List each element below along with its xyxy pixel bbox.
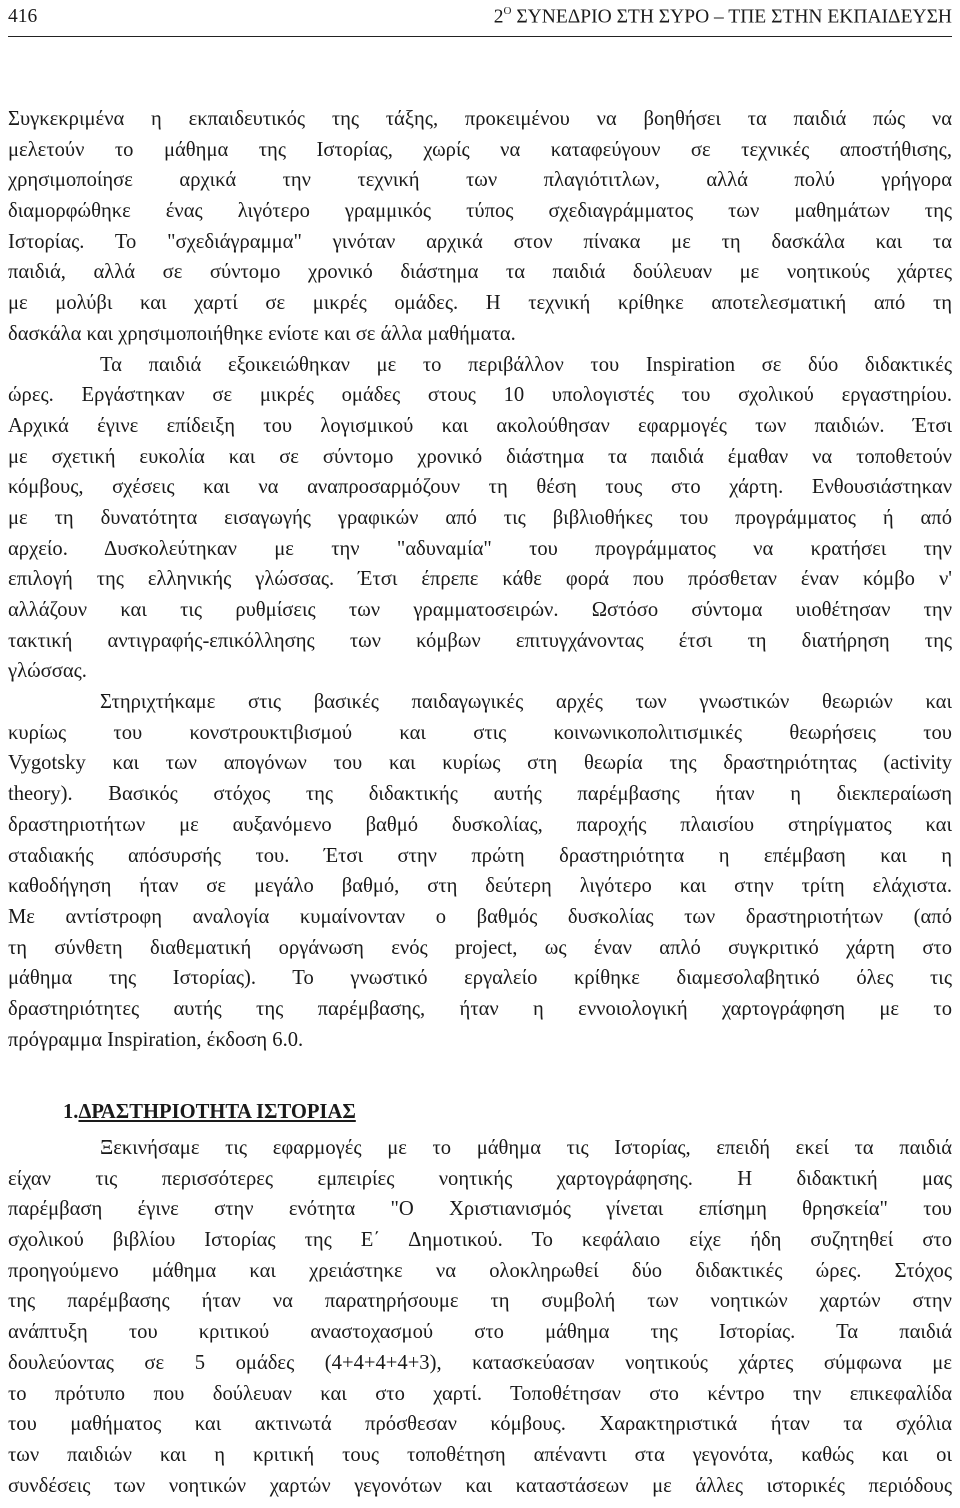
document-body: [8, 104, 952, 1055]
section-paragraph: [8, 1133, 952, 1501]
text-line: με μολύβι και χαρτί σε μικρές ομάδες. Η τεχνική κρίθηκε αποτελεσματική από τη: [8, 292, 952, 315]
text-line: του μαθήματος και ακτινωτά πρόσθεσαν κόμβους. Χαρακτηριστικά ήταν τα σχόλια: [8, 1413, 952, 1436]
text-line: τη σύνθετη διαθεματική οργάνωση ενός project, ως έναν απλό συγκριτικό χάρτη στο: [8, 936, 952, 959]
text-line: συνδέσεις των νοητικών χαρτών γεγονότων και καταστάσεων με άλλες ιστορικές περιόδους: [8, 1474, 952, 1497]
text-line: μελετούν το μάθημα της Ιστορίας, χωρίς να καταφεύγουν σε τεχνικές αποστήθισης,: [8, 138, 952, 161]
text-line: επιλογή της ελληνικής γλώσσας. Έτσι έπρεπε κάθε φορά που πρόσθεταν έναν κόμβο ν': [8, 568, 952, 591]
text-line: της παρέμβασης ήταν να παρατηρήσουμε τη συμβολή των νοητικών χαρτών στην: [8, 1290, 952, 1313]
text-line: αρχείο. Δυσκολεύτηκαν με την "αδυναμία" του προγράμματος να κρατήσει την: [8, 537, 952, 560]
section-title: ΔΡΑΣΤΗΡΙΟΤΗΤΑ ΙΣΤΟΡΙΑΣ: [78, 1101, 356, 1123]
section-number: 1.: [63, 1101, 79, 1123]
text-line: Συγκεκριμένα η εκπαιδευτικός της τάξης, προκειμένου να βοηθήσει τα παιδιά πώς να: [8, 108, 952, 130]
text-line: Ξεκινήσαμε τις εφαρμογές με το μάθημα τις Ιστορίας, επειδή εκεί τα παιδιά: [100, 1137, 952, 1159]
text-line: προηγούμενο μάθημα και χρειάστηκε να ολοκληρωθεί δύο διδακτικές ώρες. Στόχος: [8, 1259, 952, 1282]
text-line: είχαν τις περισσότερες εμπειρίες νοητικής χαρτογράφησης. Η διδακτική μας: [8, 1167, 952, 1190]
text-line: δραστηριοτήτων με αυξανόμενο βαθμό δυσκολίας, παροχής πλαισίου στηρίγματος και: [8, 813, 952, 836]
section-body: [8, 1133, 952, 1501]
text-line: κόμβους, σχέσεις και να αναπροσαρμόζουν τη θέση τους στο χάρτη. Ενθουσιάστηκαν: [8, 476, 952, 499]
paragraph-1: [8, 104, 952, 350]
header-rule: [8, 36, 952, 37]
running-title: $2^O$ ΣΥΝΕΔΡΙΟ ΣΤΗ ΣΥΡΟ – ΤΠΕ ΣΤΗΝ ΕΚΠΑΙΔΕΥΣΗ: [493, 5, 952, 28]
text-line: μάθημα της Ιστορίας). Το γνωστικό εργαλείο κρίθηκε διαμεσολαβητικό όλες τις: [8, 967, 952, 990]
text-line: παρέμβαση έγινε στην ενότητα "Ο Χριστιανισμός γίνεται επίσημη θρησκεία" του: [8, 1198, 952, 1221]
text-line: σχολικού βιβλίου Ιστορίας της Ε΄ Δημοτικού. Το κεφάλαιο είχε ήδη συζητηθεί στο: [8, 1229, 952, 1252]
paragraph-2: [8, 350, 952, 688]
text-line: ανάπτυξη του κριτικού αναστοχασμού στο μάθημα της Ιστορίας. Τα παιδιά: [8, 1321, 952, 1344]
text-line: Αρχικά έγινε επίδειξη του λογισμικού και ακολούθησαν εφαρμογές των παιδιών. Έτσι: [8, 414, 952, 437]
text-line: δουλεύοντας σε 5 ομάδες (4+4+4+4+3), κατασκεύασαν νοητικούς χάρτες σύμφωνα με: [8, 1351, 952, 1374]
text-line: δραστηριότητες αυτής της παρέμβασης, ήταν η εννοιολογική χαρτογράφηση με το: [8, 997, 952, 1020]
text-line: Στηριχτήκαμε στις βασικές παιδαγωγικές αρχές των γνωστικών θεωριών και: [100, 691, 952, 714]
text-line: διαμορφώθηκε ένας λιγότερο γραμμικός τύπος σχεδιαγράμματος των μαθημάτων της: [8, 200, 952, 223]
text-line: Τα παιδιά εξοικειώθηκαν με το περιβάλλον του Inspiration σε δύο διδακτικές: [100, 353, 952, 376]
text-line: Ιστορίας. Το "σχεδιάγραμμα" γινόταν αρχικά στον πίνακα με τη δασκάλα και τα: [8, 230, 952, 253]
text-line: theory). Βασικός στόχος της διδακτικής αυτής παρέμβασης ήταν η διεκπεραίωση: [8, 783, 952, 806]
page-header: [8, 4, 952, 34]
text-line: με σχετική ευκολία και σε σύντομο χρονικό διάστημα τα παιδιά έμαθαν να τοποθετούν: [8, 445, 952, 468]
text-line: κυρίως του κονστρουκτιβισμού και στις κοινωνικοπολιτισμικές θεωρήσεις του: [8, 721, 952, 744]
page-number: 416: [8, 6, 38, 27]
text-line: Vygotsky και των απογόνων του και κυρίως στη θεωρία της δραστηριότητας (activity: [8, 752, 952, 775]
text-line: τακτική αντιγραφής-επικόλλησης των κόμβων επιτυγχάνοντας έτσι τη διατήρηση της: [8, 629, 952, 652]
text-line: ώρες. Εργάστηκαν σε μικρές ομάδες στους 10 υπολογιστές του σχολικού εργαστηρίου.: [8, 384, 952, 407]
text-line: γλώσσας.: [8, 660, 87, 683]
text-line: με τη δυνατότητα εισαγωγής γραφικών από τις βιβλιοθήκες του προγράμματος ή από: [8, 506, 952, 529]
text-line: αλλάζουν και τις ρυθμίσεις των γραμματοσειρών. Ωστόσο σύντομα υιοθέτησαν την: [8, 599, 952, 621]
text-line: των παιδιών και η κριτική τους τοποθέτηση απέναντι στα γεγονότα, καθώς και οι: [8, 1443, 952, 1466]
text-line: δασκάλα και χρησιμοποιήθηκε ενίοτε και σε άλλα μαθήματα.: [8, 322, 516, 345]
text-line: Με αντίστροφη αναλογία κυμαίνονταν ο βαθμός δυσκολίας των δραστηριοτήτων (από: [8, 905, 952, 928]
text-line: χρησιμοποίησε αρχικά την τεχνική των πλαγιότιτλων, αλλά πολύ γρήγορα: [8, 169, 952, 192]
text-line: πρόγραμμα Inspiration, έκδοση 6.0.: [8, 1028, 304, 1051]
text-line: σταδιακής απόσυρσής του. Έτσι στην πρώτη δραστηριότητα η επέμβαση και η: [8, 844, 952, 867]
section-heading: [63, 1101, 356, 1124]
text-line: καθοδήγηση ήταν σε μεγάλο βαθμό, στη δεύτερη λιγότερο και στην τρίτη ελάχιστα.: [8, 875, 952, 898]
text-line: παιδιά, αλλά σε σύντομο χρονικό διάστημα τα παιδιά δούλευαν με νοητικούς χάρτες: [8, 261, 952, 284]
text-line: το πρότυπο που δούλευαν και στο χαρτί. Τοποθέτησαν στο κέντρο την επικεφαλίδα: [8, 1382, 952, 1405]
paragraph-3: [8, 687, 952, 1055]
